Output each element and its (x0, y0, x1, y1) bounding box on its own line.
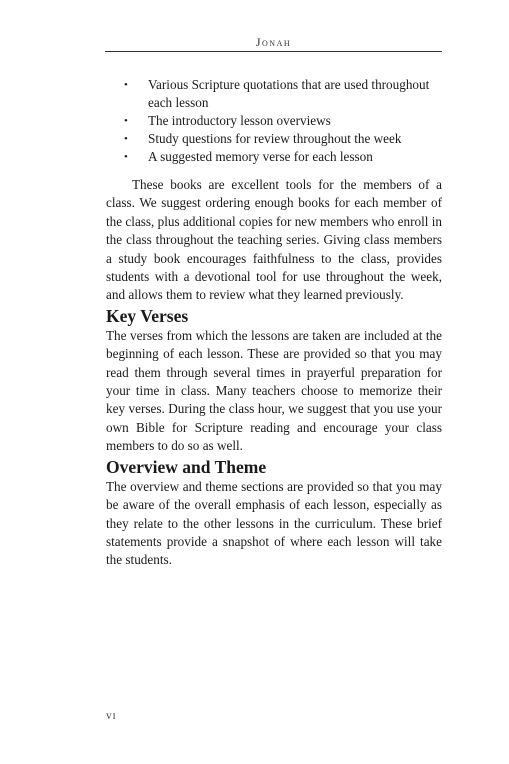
bullet-icon: • (124, 115, 128, 127)
list-item (106, 76, 442, 112)
list-item (106, 112, 442, 130)
page-number: vi (106, 708, 117, 722)
running-header: Jonah (255, 35, 292, 49)
list-item (106, 130, 442, 148)
page-body (106, 76, 442, 570)
list-item-text: The introductory lesson overviews (148, 113, 331, 128)
list-item-text: Various Scripture quotations that are used throughout each lesson (148, 77, 430, 110)
key-verses-paragraph: The verses from which the lessons are taken are included at the beginning of each lesson. These are provided so that you may read them through several times in prayerful preparation for your time in class. Many teachers choose to memorize their key verses. During the class hour, we suggest that you use your own Bible for Scripture reading and encourage your class members to do so as well. (106, 327, 442, 454)
list-item-text: Study questions for review throughout the week (148, 131, 402, 146)
intro-paragraph: These books are excellent tools for the members of a class. We suggest ordering enough books for each member of the class, plus additional copies for new members who enroll in the class throughout the teaching series. Giving class members a study book encourages faithfulness to the class, provides students with a devotional tool for use throughout the week, and allows them to review what they learned previously. (106, 177, 442, 303)
bullet-icon: • (124, 79, 128, 91)
section-heading-key-verses: Key Verses (106, 305, 189, 326)
section-heading-overview: Overview and Theme (106, 456, 267, 477)
header-rule (105, 51, 442, 52)
bullet-icon: • (124, 151, 128, 163)
bullet-list (106, 76, 442, 166)
bullet-icon: • (124, 133, 128, 145)
overview-paragraph: The overview and theme sections are provided so that you may be aware of the overall emphasis of each lesson, especially as they relate to the other lessons in the curriculum. These brief statements provide a snapshot of where each lesson will take the students. (106, 478, 442, 568)
list-item (106, 148, 442, 166)
list-item-text: A suggested memory verse for each lesson (148, 149, 373, 164)
